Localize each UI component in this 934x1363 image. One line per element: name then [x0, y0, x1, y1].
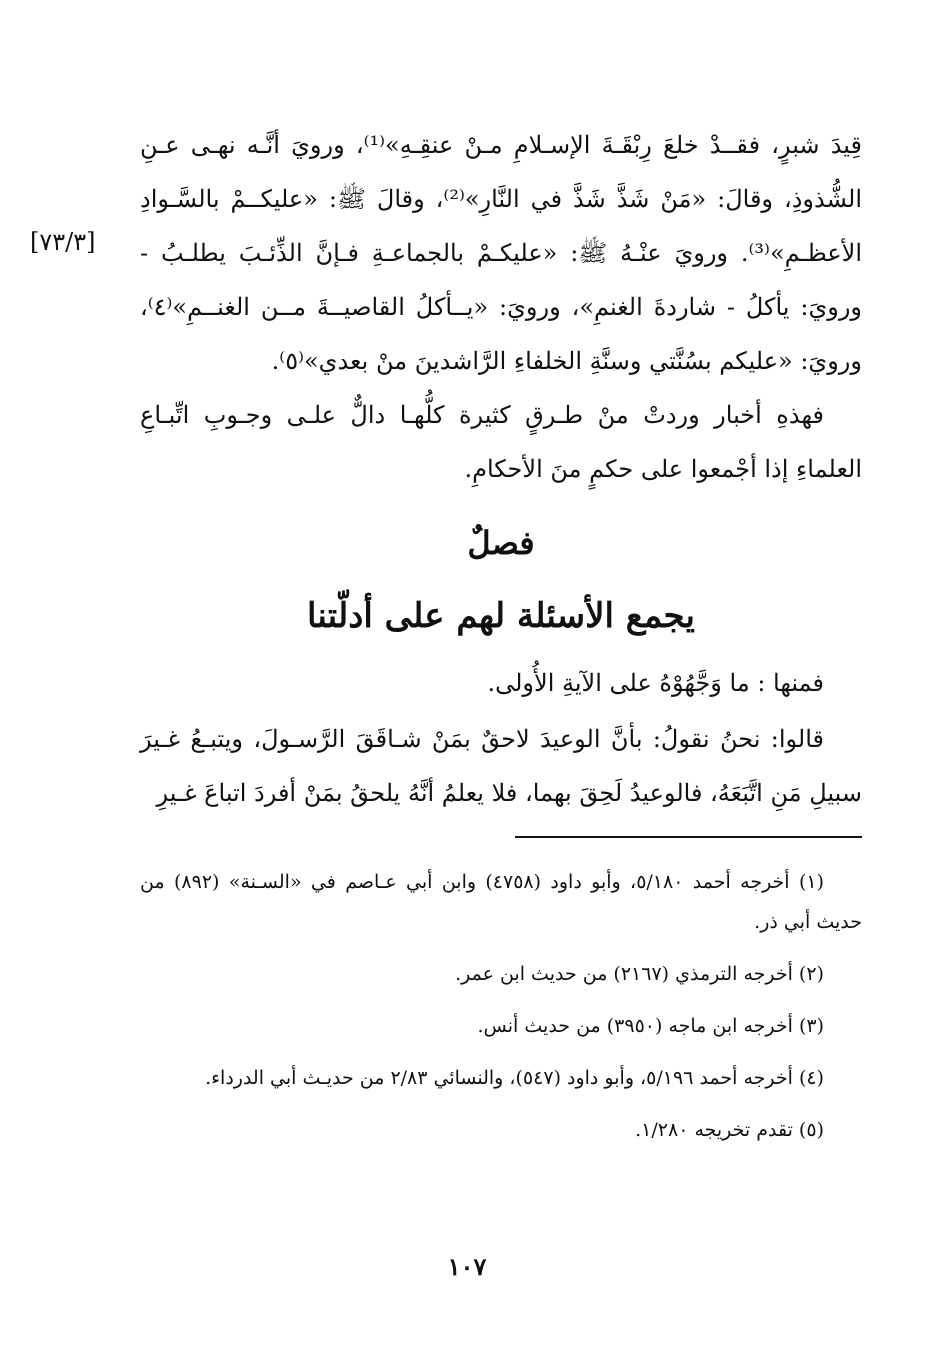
- paragraph-text: فمنها : ما وَجَّهُوْهُ على الآيةِ الأُولى.: [487, 669, 824, 697]
- footnote-4: (٤) أخرجه أحمد ٥/١٩٦، وأبو داود (٥٤٧)، والنسائي ٢/٨٣ من حديـث أبي الدرداء.: [205, 1067, 824, 1089]
- section-title: يجمع الأسئلة لهم على أدلّتنا: [307, 596, 695, 636]
- paragraph-hadith-narrations: [140, 118, 862, 388]
- footnote-5: (٥) تقدم تخريجه ١/٢٨٠.: [635, 1119, 824, 1141]
- section-heading: فصلٌ: [467, 524, 535, 562]
- footnote-2: (٢) أخرجه الترمذي (٢١٦٧) من حديث ابن عمر.: [455, 963, 824, 985]
- footnote-divider: [515, 836, 862, 838]
- footnote-3: (٣) أخرجه ابن ماجه (٣٩٥٠) من حديث أنس.: [477, 1015, 824, 1037]
- paragraph-conclusion: [140, 388, 862, 496]
- paragraph-text: فهذهِ أخبار وردتْ منْ طـرقٍ كثيرة كلُّهـا دالٌّ علـى وجـوبِ اتِّبـاعِ العلماءِ إذا أجْمعوا على حكمٍ منَ الأحكامِ.: [140, 401, 862, 483]
- paragraph-text: قالوا: نحنُ نقولُ: بأنَّ الوعيدَ لاحقٌ بمَنْ شـاقَقَ الرَّسـولَ، ويتبـعُ غـيرَ سبيلِ مَنِ اتَّبَعَهُ، فالوعيدُ لَحِقَ بهما، فلا يعلمُ أنَّهُ يلحقُ بمَنْ أفردَ اتباعَ غـيرِ: [140, 725, 862, 807]
- footnote-1: (١) أخرجه أحمد ٥/١٨٠، وأبو داود (٤٧٥٨) وابن أبي عـاصم في «السـنة» (٨٩٢) من حديث أبي ذر.: [140, 871, 862, 933]
- paragraph-argument: [140, 712, 862, 820]
- paragraph-text: قِيدَ شبرٍ، فقــدْ خلعَ رِبْقَـةَ الإسـلامِ مـنْ عنقِـهِ»⁽¹⁾، ورويَ أنَّـه نهـى عـنِ الشُّذوذِ، وقالَ: «مَنْ شَذَّ شَذَّ في النَّارِ»⁽²⁾، وقالَ ﷺ: «عليكــمْ بالسَّـوادِ الأعظـمِ»⁽³⁾. ورويَ عنْـهُ ﷺ: «عليكـمْ بالجماعـةِ فـإنَّ الذِّئـبَ يطلـبُ - ورويَ: يأكلُ - شاردةَ الغنمِ»، ورويَ: «يــأكلُ القاصيــةَ مــن الغنــمِ»⁽٤⁾، ورويَ: «عليكم بسُنَّتي وسنَّةِ الخلفاءِ الرَّاشدينَ منْ بعدي»⁽٥⁾.: [140, 131, 863, 375]
- footnotes: [140, 862, 862, 1162]
- margin-reference: [٧٣/٣]: [30, 228, 96, 256]
- page-number: ١٠٧: [447, 1252, 487, 1281]
- paragraph-first-objection: [140, 656, 862, 710]
